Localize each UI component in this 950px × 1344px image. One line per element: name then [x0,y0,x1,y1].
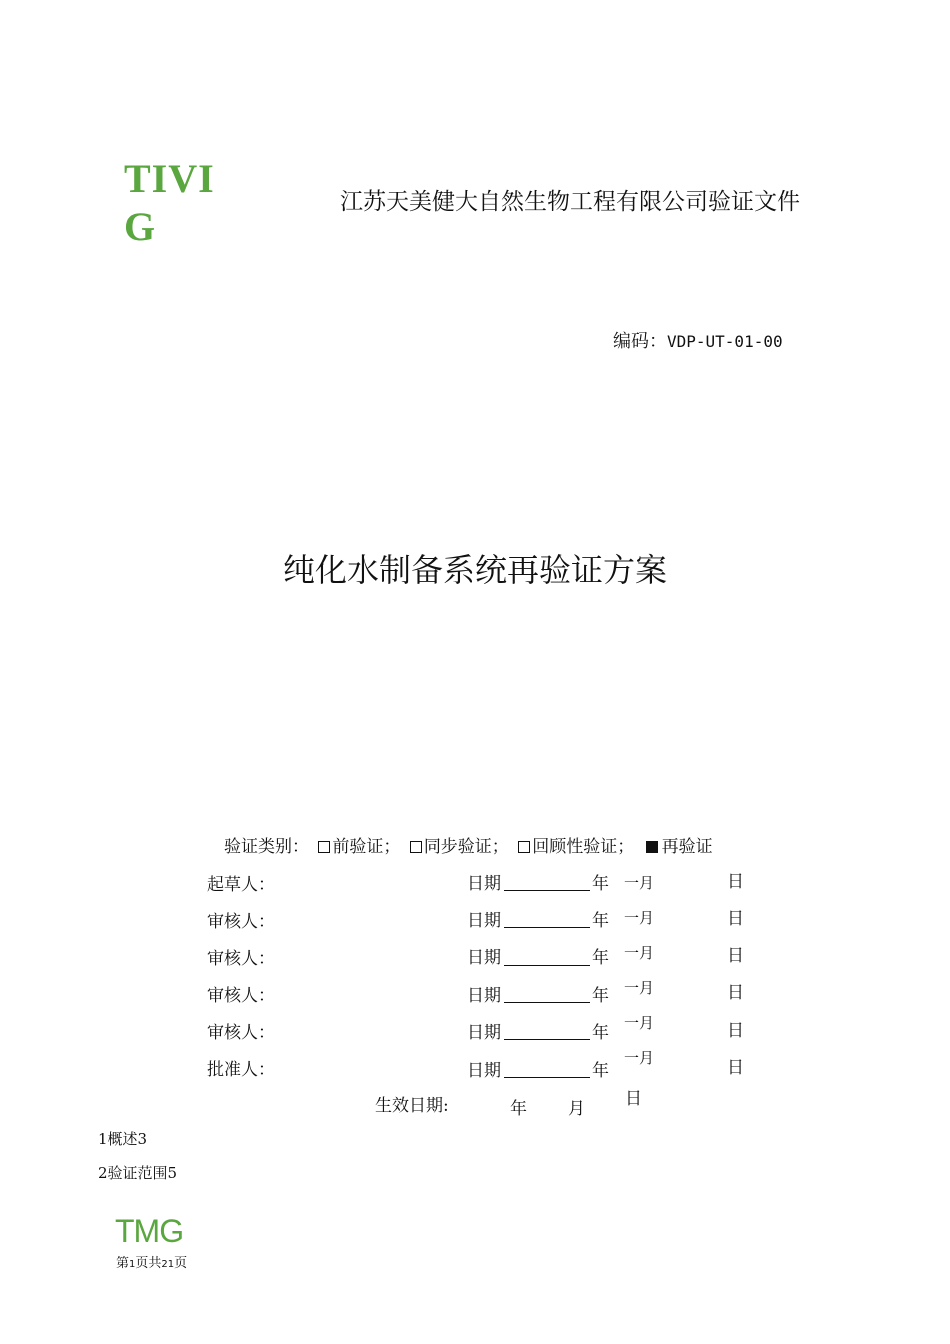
date-blank[interactable] [504,945,590,966]
validation-type [224,832,713,857]
option-concurrent: 同步验证； [423,837,509,857]
day-label: 日 [727,872,744,892]
page-current: 1 [129,1259,136,1270]
logo-top [124,155,215,251]
role-label: 审核人： [207,949,275,969]
page-total: 21 [161,1259,175,1270]
month-label: 一月 [624,874,655,892]
company-name: 江苏天美健大自然生物工程有限公司验证文件 [340,189,800,215]
month-label: 一月 [624,1049,655,1067]
year-label: 年 [592,911,609,931]
day-label: 日 [727,909,744,929]
document-code [613,327,783,353]
effective-year-label: 年 [510,1099,527,1119]
role-label: 审核人： [207,1023,275,1043]
logo-line-2: G [124,204,157,249]
checkbox-concurrent[interactable] [410,841,422,853]
year-label: 年 [592,1023,609,1043]
option-prospective: 前验证； [332,837,401,857]
footer-logo: TMG [115,1213,184,1249]
date-label: 日期 [467,874,501,894]
option-retrospective: 回顾性验证； [532,837,635,857]
year-label: 年 [592,948,609,968]
role-label: 批准人： [207,1060,275,1080]
date-blank[interactable] [504,907,590,928]
page-prefix: 第 [116,1256,130,1271]
toc-item[interactable]: 2验证范围5 [98,1164,178,1182]
month-label: 一月 [624,979,655,997]
date-label: 日期 [467,986,501,1006]
page-mid: 页共 [135,1256,162,1271]
code-value: VDP-UT-01-00 [667,332,783,351]
month-label: 一月 [624,1014,655,1032]
date-label: 日期 [467,1023,501,1043]
year-label: 年 [592,874,609,894]
day-label: 日 [727,1021,744,1041]
day-label: 日 [727,1058,744,1078]
role-label: 起草人： [207,875,275,895]
date-label: 日期 [467,948,501,968]
day-label: 日 [727,983,744,1003]
effective-day-label: 日 [625,1089,642,1109]
effective-date-label: 生效日期: [375,1096,449,1116]
month-label: 一月 [624,944,655,962]
document-title: 纯化水制备系统再验证方案 [282,551,667,589]
day-label: 日 [727,946,744,966]
role-label: 审核人： [207,986,275,1006]
checkbox-prospective[interactable] [318,841,330,853]
validation-type-label: 验证类别： [224,837,309,857]
role-label: 审核人： [207,912,275,932]
toc-item[interactable]: 1概述3 [98,1130,148,1148]
date-label: 日期 [467,911,501,931]
checkbox-retrospective[interactable] [518,841,530,853]
date-blank[interactable] [504,1019,590,1040]
code-label: 编码： [613,331,667,352]
date-blank[interactable] [504,1057,590,1078]
year-label: 年 [592,986,609,1006]
checkbox-revalidation[interactable] [646,841,658,853]
month-label: 一月 [624,909,655,927]
date-blank[interactable] [504,982,590,1003]
date-blank[interactable] [504,870,590,891]
page-number [116,1252,187,1271]
logo-line-1: TIVI [124,156,215,201]
page-suffix: 页 [174,1256,188,1271]
date-label: 日期 [467,1061,501,1081]
option-revalidation: 再验证 [661,837,713,857]
year-label: 年 [592,1061,609,1081]
effective-month-label: 月 [568,1099,585,1119]
